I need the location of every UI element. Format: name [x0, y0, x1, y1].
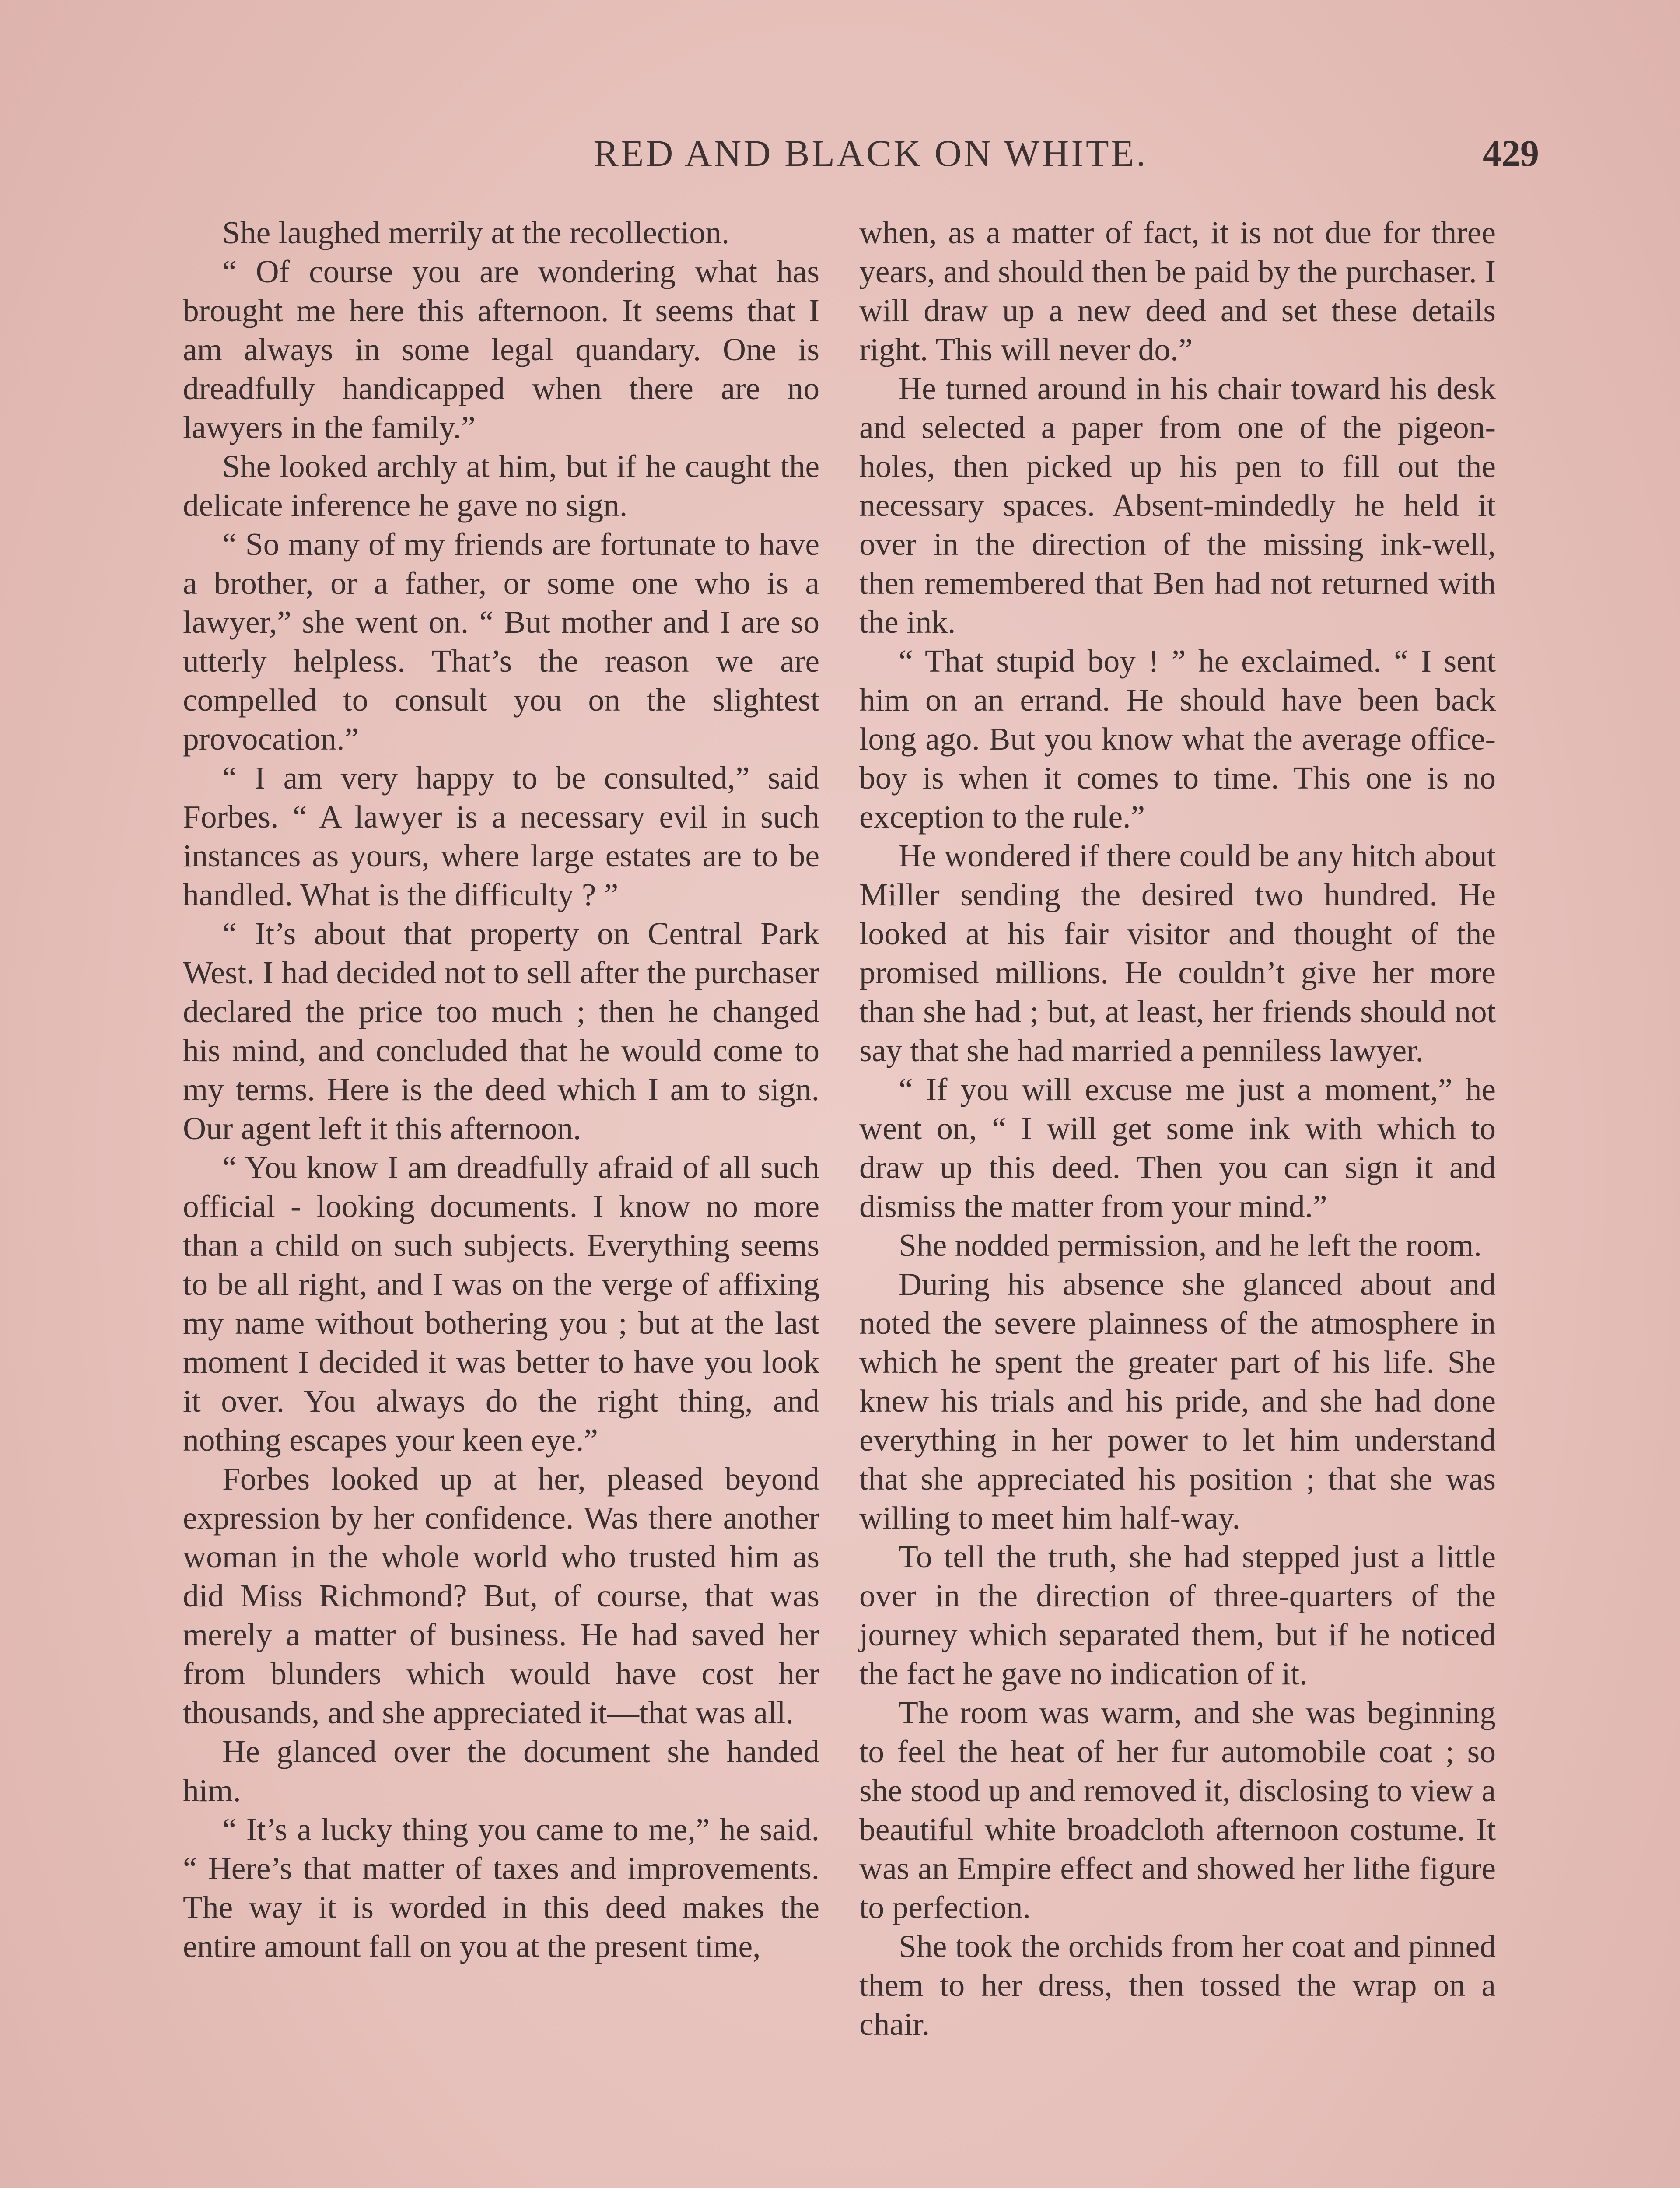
paragraph: “ Of course you are wondering what has brought me here this afternoon. It seems that I am always in some legal quandary. One is dreadfully handicapped when there are no lawyers in the family.”: [183, 254, 819, 445]
paragraph: “ It’s a lucky thing you came to me,” he said. “ Here’s that matter of taxes and improvements. The way it is worded in this deed makes the entire amount fall on you at the present time,: [183, 1812, 819, 1964]
paragraph: “ That stupid boy ! ” he exclaimed. “ I sent him on an errand. He should have been back long ago. But you know what the average office-boy is when it comes to time. This one is no exception to the rule.”: [859, 643, 1496, 835]
paragraph: Forbes looked up at her, pleased beyond expression by her confidence. Was there another woman in the whole world who trusted him as did Miss Richmond? But, of course, that was merely a matter of business. He had saved her from blunders which would have cost her thousands, and she appreciated it—that was all.: [183, 1461, 819, 1730]
paragraph: “ I am very happy to be consulted,” said Forbes. “ A lawyer is a necessary evil in such instances as yours, where large estates are to be handled. What is the difficulty ? ”: [183, 760, 819, 912]
paragraph: During his absence she glanced about and noted the severe plainness of the atmosphere in which he spent the greater part of his life. She knew his trials and his pride, and she had done everything in her power to let him understand that she appreciated his position ; that she was willing to meet him half-way.: [859, 1266, 1496, 1536]
paragraph: She nodded permission, and he left the room.: [899, 1227, 1482, 1263]
paragraph: He glanced over the document she handed him.: [183, 1734, 819, 1808]
left-column: [183, 213, 819, 1966]
paragraph: She laughed merrily at the recollection.: [222, 215, 730, 250]
paragraph: He turned around in his chair toward his desk and selected a paper from one of the pigeon-holes, then picked up his pen to fill out the necessary spaces. Absent-mindedly he held it over in the direction of the missing ink-well, then remembered that Ben had not returned with the ink.: [859, 371, 1496, 640]
page-number: 429: [1483, 132, 1539, 174]
paragraph: “ It’s about that property on Central Park West. I had decided not to sell after the purchaser declared the price too much ; then he changed his mind, and concluded that he would come to my terms. Here is the deed which I am to sign. Our agent left it this afternoon.: [183, 916, 819, 1146]
paragraph: He wondered if there could be any hitch about Miller sending the desired two hundred. He looked at his fair visitor and thought of the promised millions. He couldn’t give her more than she had ; but, at least, her friends should not say that she had married a penniless lawyer.: [859, 838, 1496, 1068]
paragraph: “ So many of my friends are fortunate to have a brother, or a father, or some one who is a lawyer,” she went on. “ But mother and I are so utterly helpless. That’s the reason we are compelled to consult you on the slightest provocation.”: [183, 526, 819, 757]
paragraph: “ You know I am dreadfully afraid of all such official - looking documents. I know no more than a child on such subjects. Everything seems to be all right, and I was on the verge of affixing my name without bothering you ; but at the last moment I decided it was better to have you look it over. You always do the right thing, and nothing escapes your keen eye.”: [183, 1150, 819, 1458]
paragraph: The room was warm, and she was beginning to feel the heat of her fur automobile coat ; so she stood up and removed it, disclosing to view a beautiful white broadcloth afternoon costume. It was an Empire effect and showed her lithe figure to perfection.: [859, 1695, 1496, 1925]
paragraph-continued: when, as a matter of fact, it is not due for three years, and should then be paid by the purchaser. I will draw up a new deed and set these details right. This will never do.”: [859, 215, 1496, 367]
paragraph: “ If you will excuse me just a moment,” he went on, “ I will get some ink with which to draw up this deed. Then you can sign it and dismiss the matter from your mind.”: [859, 1072, 1496, 1224]
paragraph: She looked archly at him, but if he caught the delicate inference he gave no sign.: [183, 449, 819, 523]
right-column: [859, 213, 1496, 2044]
paragraph: She took the orchids from her coat and pinned them to her dress, then tossed the wrap on a chair.: [859, 1929, 1496, 2042]
running-title: RED AND BLACK ON WHITE.: [593, 132, 1148, 174]
paragraph: To tell the truth, she had stepped just a little over in the direction of three-quarters of the journey which separated them, but if he noticed the fact he gave no indication of it.: [859, 1539, 1496, 1691]
